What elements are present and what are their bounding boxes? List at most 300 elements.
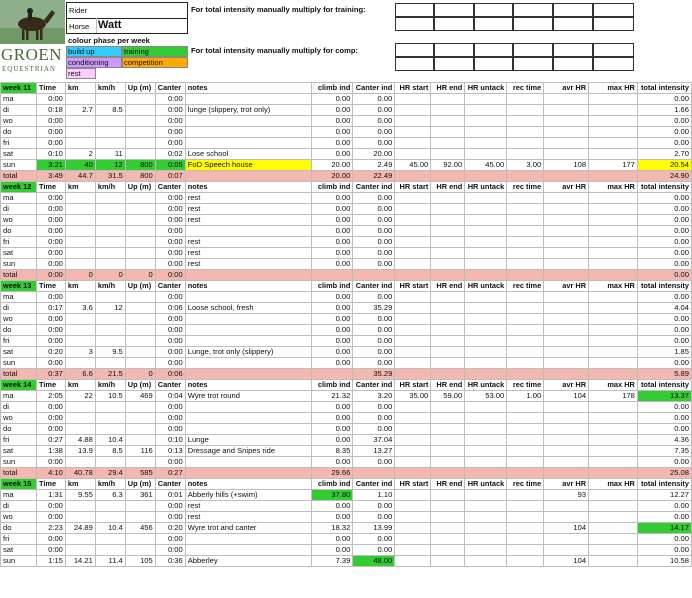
cell-kmh[interactable]	[95, 402, 125, 413]
cell-time[interactable]: 3:21	[36, 160, 65, 171]
cell-notes[interactable]	[185, 413, 312, 424]
cell-rec[interactable]	[507, 446, 544, 457]
cell-km[interactable]	[65, 413, 95, 424]
cell-climb[interactable]: 0.00	[312, 512, 353, 523]
cell-km[interactable]	[65, 501, 95, 512]
cell-avr[interactable]	[544, 402, 589, 413]
cell-rec[interactable]	[507, 237, 544, 248]
cell-km[interactable]	[65, 457, 95, 468]
cell-cind[interactable]: 0.00	[353, 314, 395, 325]
cell-kmh[interactable]	[95, 512, 125, 523]
cell-hru[interactable]	[465, 534, 507, 545]
cell-rec[interactable]	[507, 149, 544, 160]
cell-rec[interactable]	[507, 336, 544, 347]
cell-cind[interactable]: 0.00	[353, 292, 395, 303]
cell-hrs[interactable]	[395, 424, 431, 435]
cell-notes[interactable]: Wyre trot and canter	[185, 523, 312, 534]
cell-hre[interactable]	[431, 545, 465, 556]
cell-max[interactable]	[589, 347, 638, 358]
cell-total[interactable]: 0.00	[637, 215, 691, 226]
cell-kmh[interactable]	[95, 127, 125, 138]
cell-time[interactable]: 0:00	[36, 424, 65, 435]
cell-hre[interactable]	[431, 215, 465, 226]
cell-rec[interactable]	[507, 523, 544, 534]
cell-kmh[interactable]	[95, 336, 125, 347]
multiplier-cell[interactable]	[513, 57, 553, 71]
cell-cind[interactable]: 0.00	[353, 138, 395, 149]
cell-hre[interactable]	[431, 314, 465, 325]
cell-kmh[interactable]	[95, 204, 125, 215]
cell-rec[interactable]	[507, 248, 544, 259]
cell-rec[interactable]	[507, 226, 544, 237]
cell-kmh[interactable]: 9.5	[95, 347, 125, 358]
cell-avr[interactable]: 104	[544, 391, 589, 402]
cell-cind[interactable]: 0.00	[353, 347, 395, 358]
cell-avr[interactable]	[544, 127, 589, 138]
cell-kmh[interactable]	[95, 314, 125, 325]
cell-hru[interactable]	[465, 556, 507, 567]
cell-hru[interactable]	[465, 501, 507, 512]
cell-rec[interactable]	[507, 303, 544, 314]
multiplier-cell[interactable]	[553, 43, 593, 57]
cell-kmh[interactable]	[95, 215, 125, 226]
cell-notes[interactable]	[185, 138, 312, 149]
cell-avr[interactable]	[544, 534, 589, 545]
cell-climb[interactable]: 0.00	[312, 127, 353, 138]
cell-avr[interactable]	[544, 204, 589, 215]
cell-km[interactable]	[65, 402, 95, 413]
cell-hru[interactable]	[465, 193, 507, 204]
cell-km[interactable]: 3.6	[65, 303, 95, 314]
cell-hre[interactable]	[431, 138, 465, 149]
cell-hrs[interactable]	[395, 105, 431, 116]
cell-time[interactable]: 0:00	[36, 204, 65, 215]
cell-cind[interactable]: 0.00	[353, 501, 395, 512]
cell-total[interactable]: 12.27	[637, 490, 691, 501]
cell-hru[interactable]	[465, 215, 507, 226]
cell-total[interactable]: 0.00	[637, 204, 691, 215]
cell-time[interactable]: 0:18	[36, 105, 65, 116]
cell-kmh[interactable]: 8.5	[95, 105, 125, 116]
cell-kmh[interactable]: 11	[95, 149, 125, 160]
cell-hrs[interactable]	[395, 325, 431, 336]
cell-total[interactable]: 0.00	[637, 534, 691, 545]
cell-kmh[interactable]	[95, 424, 125, 435]
cell-rec[interactable]	[507, 556, 544, 567]
cell-up[interactable]	[125, 127, 155, 138]
cell-climb[interactable]: 20.00	[312, 160, 353, 171]
cell-rec[interactable]	[507, 501, 544, 512]
cell-hru[interactable]	[465, 94, 507, 105]
cell-up[interactable]	[125, 424, 155, 435]
cell-up[interactable]	[125, 402, 155, 413]
cell-time[interactable]: 0:00	[36, 193, 65, 204]
cell-kmh[interactable]	[95, 138, 125, 149]
cell-up[interactable]	[125, 457, 155, 468]
cell-max[interactable]	[589, 138, 638, 149]
cell-climb[interactable]: 8.35	[312, 446, 353, 457]
cell-kmh[interactable]	[95, 325, 125, 336]
cell-hre[interactable]	[431, 358, 465, 369]
cell-avr[interactable]: 104	[544, 523, 589, 534]
cell-hru[interactable]	[465, 424, 507, 435]
cell-time[interactable]: 0:00	[36, 336, 65, 347]
cell-cind[interactable]: 0.00	[353, 358, 395, 369]
cell-notes[interactable]	[185, 226, 312, 237]
cell-cind[interactable]: 13.99	[353, 523, 395, 534]
cell-hre[interactable]	[431, 204, 465, 215]
cell-avr[interactable]	[544, 413, 589, 424]
multiplier-cell[interactable]	[593, 3, 634, 17]
cell-canter[interactable]: 0:00	[155, 237, 185, 248]
cell-avr[interactable]	[544, 94, 589, 105]
cell-max[interactable]	[589, 303, 638, 314]
cell-hru[interactable]	[465, 347, 507, 358]
cell-rec[interactable]	[507, 204, 544, 215]
cell-time[interactable]: 0:00	[36, 127, 65, 138]
cell-max[interactable]	[589, 325, 638, 336]
cell-kmh[interactable]: 6.3	[95, 490, 125, 501]
cell-hrs[interactable]	[395, 127, 431, 138]
cell-up[interactable]	[125, 303, 155, 314]
cell-kmh[interactable]: 8.5	[95, 446, 125, 457]
cell-climb[interactable]: 21.32	[312, 391, 353, 402]
cell-notes[interactable]	[185, 314, 312, 325]
multiplier-cell[interactable]	[395, 17, 434, 31]
cell-hru[interactable]	[465, 237, 507, 248]
cell-kmh[interactable]	[95, 193, 125, 204]
multiplier-cell[interactable]	[474, 57, 513, 71]
cell-time[interactable]: 0:00	[36, 292, 65, 303]
cell-climb[interactable]: 7.39	[312, 556, 353, 567]
cell-hru[interactable]	[465, 457, 507, 468]
cell-cind[interactable]: 0.00	[353, 116, 395, 127]
cell-hru[interactable]	[465, 314, 507, 325]
cell-hrs[interactable]	[395, 116, 431, 127]
cell-max[interactable]	[589, 435, 638, 446]
cell-hre[interactable]	[431, 490, 465, 501]
cell-up[interactable]	[125, 193, 155, 204]
cell-cind[interactable]: 0.00	[353, 237, 395, 248]
cell-hru[interactable]	[465, 402, 507, 413]
cell-cind[interactable]: 0.00	[353, 534, 395, 545]
cell-climb[interactable]: 0.00	[312, 358, 353, 369]
cell-hre[interactable]	[431, 226, 465, 237]
cell-km[interactable]	[65, 127, 95, 138]
multiplier-cell[interactable]	[434, 43, 474, 57]
cell-hru[interactable]: 53.00	[465, 391, 507, 402]
cell-up[interactable]	[125, 94, 155, 105]
cell-notes[interactable]: Lunge	[185, 435, 312, 446]
cell-hrs[interactable]	[395, 358, 431, 369]
cell-km[interactable]: 14.21	[65, 556, 95, 567]
cell-hre[interactable]	[431, 413, 465, 424]
cell-up[interactable]	[125, 259, 155, 270]
cell-rec[interactable]	[507, 512, 544, 523]
cell-hrs[interactable]	[395, 446, 431, 457]
cell-hre[interactable]: 92.00	[431, 160, 465, 171]
cell-up[interactable]	[125, 149, 155, 160]
cell-avr[interactable]	[544, 237, 589, 248]
cell-hrs[interactable]	[395, 292, 431, 303]
cell-avr[interactable]	[544, 446, 589, 457]
cell-hrs[interactable]	[395, 490, 431, 501]
multiplier-cell[interactable]	[434, 57, 474, 71]
cell-up[interactable]	[125, 204, 155, 215]
cell-hre[interactable]	[431, 237, 465, 248]
cell-notes[interactable]	[185, 534, 312, 545]
cell-hre[interactable]	[431, 292, 465, 303]
cell-rec[interactable]	[507, 545, 544, 556]
cell-km[interactable]: 13.9	[65, 446, 95, 457]
cell-max[interactable]	[589, 248, 638, 259]
cell-rec[interactable]	[507, 94, 544, 105]
cell-total[interactable]: 0.00	[637, 248, 691, 259]
cell-max[interactable]	[589, 116, 638, 127]
cell-hrs[interactable]	[395, 347, 431, 358]
cell-up[interactable]	[125, 226, 155, 237]
cell-hru[interactable]	[465, 127, 507, 138]
cell-up[interactable]	[125, 534, 155, 545]
cell-cind[interactable]: 0.00	[353, 193, 395, 204]
cell-canter[interactable]: 0:04	[155, 391, 185, 402]
cell-canter[interactable]: 0:00	[155, 358, 185, 369]
cell-hru[interactable]	[465, 226, 507, 237]
cell-hrs[interactable]	[395, 501, 431, 512]
cell-hru[interactable]	[465, 204, 507, 215]
cell-climb[interactable]: 0.00	[312, 325, 353, 336]
cell-time[interactable]: 0:00	[36, 545, 65, 556]
cell-km[interactable]	[65, 204, 95, 215]
cell-hru[interactable]	[465, 138, 507, 149]
cell-total[interactable]: 2.70	[637, 149, 691, 160]
cell-cind[interactable]: 13.27	[353, 446, 395, 457]
cell-hru[interactable]	[465, 512, 507, 523]
cell-total[interactable]: 0.00	[637, 292, 691, 303]
cell-avr[interactable]	[544, 303, 589, 314]
cell-time[interactable]: 0:00	[36, 413, 65, 424]
multiplier-cell[interactable]	[513, 43, 553, 57]
cell-up[interactable]: 456	[125, 523, 155, 534]
cell-hre[interactable]	[431, 501, 465, 512]
cell-time[interactable]: 0:00	[36, 402, 65, 413]
cell-total[interactable]: 0.00	[637, 336, 691, 347]
cell-cind[interactable]: 0.00	[353, 512, 395, 523]
cell-canter[interactable]: 0:00	[155, 127, 185, 138]
cell-rec[interactable]: 3.00	[507, 160, 544, 171]
cell-max[interactable]	[589, 105, 638, 116]
cell-cind[interactable]: 0.00	[353, 248, 395, 259]
cell-hrs[interactable]	[395, 435, 431, 446]
cell-hre[interactable]	[431, 149, 465, 160]
cell-up[interactable]: 361	[125, 490, 155, 501]
cell-total[interactable]: 0.00	[637, 314, 691, 325]
cell-avr[interactable]: 108	[544, 160, 589, 171]
cell-total[interactable]: 0.00	[637, 402, 691, 413]
cell-hru[interactable]	[465, 325, 507, 336]
cell-up[interactable]	[125, 105, 155, 116]
multiplier-cell[interactable]	[395, 57, 434, 71]
cell-climb[interactable]: 0.00	[312, 215, 353, 226]
cell-climb[interactable]: 0.00	[312, 336, 353, 347]
cell-max[interactable]: 177	[589, 160, 638, 171]
cell-hre[interactable]	[431, 523, 465, 534]
cell-climb[interactable]: 0.00	[312, 94, 353, 105]
cell-rec[interactable]	[507, 402, 544, 413]
cell-total[interactable]: 20.54	[637, 160, 691, 171]
cell-kmh[interactable]	[95, 94, 125, 105]
cell-notes[interactable]: Abberly hills (+swim)	[185, 490, 312, 501]
cell-time[interactable]: 1:38	[36, 446, 65, 457]
cell-canter[interactable]: 0:00	[155, 402, 185, 413]
cell-max[interactable]	[589, 292, 638, 303]
cell-up[interactable]	[125, 512, 155, 523]
cell-kmh[interactable]: 12	[95, 160, 125, 171]
cell-cind[interactable]: 3.20	[353, 391, 395, 402]
cell-notes[interactable]: FoD Speech house	[185, 160, 312, 171]
cell-hre[interactable]	[431, 402, 465, 413]
multiplier-cell[interactable]	[395, 3, 434, 17]
cell-max[interactable]	[589, 501, 638, 512]
cell-hru[interactable]	[465, 149, 507, 160]
cell-notes[interactable]	[185, 336, 312, 347]
cell-max[interactable]	[589, 215, 638, 226]
cell-avr[interactable]	[544, 501, 589, 512]
cell-time[interactable]: 0:17	[36, 303, 65, 314]
cell-time[interactable]: 2:05	[36, 391, 65, 402]
cell-up[interactable]: 116	[125, 446, 155, 457]
cell-max[interactable]	[589, 226, 638, 237]
cell-km[interactable]	[65, 215, 95, 226]
cell-max[interactable]	[589, 336, 638, 347]
cell-max[interactable]	[589, 204, 638, 215]
cell-km[interactable]	[65, 248, 95, 259]
cell-kmh[interactable]: 12	[95, 303, 125, 314]
cell-cind[interactable]: 1.10	[353, 490, 395, 501]
cell-climb[interactable]: 0.00	[312, 237, 353, 248]
cell-up[interactable]	[125, 292, 155, 303]
cell-canter[interactable]: 0:00	[155, 512, 185, 523]
cell-up[interactable]: 105	[125, 556, 155, 567]
cell-km[interactable]: 2	[65, 149, 95, 160]
cell-time[interactable]: 1:15	[36, 556, 65, 567]
cell-time[interactable]: 0:00	[36, 457, 65, 468]
cell-climb[interactable]: 0.00	[312, 545, 353, 556]
cell-climb[interactable]: 0.00	[312, 402, 353, 413]
cell-km[interactable]: 4.88	[65, 435, 95, 446]
cell-max[interactable]	[589, 127, 638, 138]
cell-notes[interactable]: rest	[185, 259, 312, 270]
cell-max[interactable]	[589, 545, 638, 556]
cell-kmh[interactable]: 10.4	[95, 523, 125, 534]
cell-climb[interactable]: 18.32	[312, 523, 353, 534]
cell-cind[interactable]: 0.00	[353, 413, 395, 424]
cell-hre[interactable]	[431, 534, 465, 545]
cell-climb[interactable]: 0.00	[312, 501, 353, 512]
cell-notes[interactable]: Dressage and Snipes ride	[185, 446, 312, 457]
cell-cind[interactable]: 0.00	[353, 105, 395, 116]
cell-km[interactable]: 2.7	[65, 105, 95, 116]
cell-total[interactable]: 0.00	[637, 424, 691, 435]
cell-notes[interactable]: rest	[185, 204, 312, 215]
cell-hre[interactable]	[431, 325, 465, 336]
cell-hrs[interactable]	[395, 149, 431, 160]
cell-cind[interactable]: 0.00	[353, 259, 395, 270]
cell-time[interactable]: 0:20	[36, 347, 65, 358]
cell-total[interactable]: 0.00	[637, 94, 691, 105]
cell-total[interactable]: 0.00	[637, 127, 691, 138]
cell-canter[interactable]: 0:00	[155, 457, 185, 468]
cell-climb[interactable]: 0.00	[312, 303, 353, 314]
cell-rec[interactable]	[507, 193, 544, 204]
cell-avr[interactable]	[544, 347, 589, 358]
cell-up[interactable]	[125, 325, 155, 336]
cell-up[interactable]	[125, 138, 155, 149]
cell-avr[interactable]	[544, 116, 589, 127]
cell-up[interactable]: 800	[125, 160, 155, 171]
cell-max[interactable]	[589, 413, 638, 424]
cell-rec[interactable]	[507, 105, 544, 116]
cell-avr[interactable]	[544, 336, 589, 347]
cell-time[interactable]: 2:23	[36, 523, 65, 534]
cell-avr[interactable]	[544, 149, 589, 160]
cell-hrs[interactable]	[395, 259, 431, 270]
cell-canter[interactable]: 0:20	[155, 523, 185, 534]
cell-notes[interactable]	[185, 457, 312, 468]
cell-hre[interactable]	[431, 347, 465, 358]
cell-hru[interactable]	[465, 523, 507, 534]
cell-total[interactable]: 0.00	[637, 413, 691, 424]
cell-notes[interactable]: Loose school, fresh	[185, 303, 312, 314]
cell-hrs[interactable]	[395, 237, 431, 248]
cell-cind[interactable]: 2.49	[353, 160, 395, 171]
cell-canter[interactable]: 0:00	[155, 204, 185, 215]
cell-climb[interactable]: 0.00	[312, 226, 353, 237]
cell-cind[interactable]: 0.00	[353, 336, 395, 347]
multiplier-cell[interactable]	[395, 43, 434, 57]
cell-total[interactable]: 0.00	[637, 545, 691, 556]
cell-time[interactable]: 0:00	[36, 138, 65, 149]
cell-hrs[interactable]	[395, 248, 431, 259]
cell-rec[interactable]	[507, 490, 544, 501]
cell-total[interactable]: 0.00	[637, 325, 691, 336]
cell-canter[interactable]: 0:13	[155, 446, 185, 457]
cell-km[interactable]	[65, 292, 95, 303]
cell-notes[interactable]	[185, 116, 312, 127]
cell-up[interactable]	[125, 545, 155, 556]
cell-canter[interactable]: 0:06	[155, 303, 185, 314]
cell-canter[interactable]: 0:00	[155, 325, 185, 336]
cell-up[interactable]: 469	[125, 391, 155, 402]
multiplier-cell[interactable]	[513, 3, 553, 17]
cell-hre[interactable]	[431, 303, 465, 314]
cell-rec[interactable]	[507, 457, 544, 468]
cell-canter[interactable]: 0:36	[155, 556, 185, 567]
cell-notes[interactable]: rest	[185, 215, 312, 226]
cell-cind[interactable]: 48.00	[353, 556, 395, 567]
cell-hrs[interactable]	[395, 402, 431, 413]
cell-hrs[interactable]	[395, 545, 431, 556]
cell-up[interactable]	[125, 358, 155, 369]
cell-hrs[interactable]	[395, 534, 431, 545]
cell-avr[interactable]	[544, 314, 589, 325]
cell-kmh[interactable]	[95, 358, 125, 369]
cell-hre[interactable]	[431, 435, 465, 446]
cell-hre[interactable]: 59.00	[431, 391, 465, 402]
multiplier-cell[interactable]	[553, 57, 593, 71]
cell-total[interactable]: 0.00	[637, 138, 691, 149]
cell-notes[interactable]: Lunge, trot only (slippery)	[185, 347, 312, 358]
